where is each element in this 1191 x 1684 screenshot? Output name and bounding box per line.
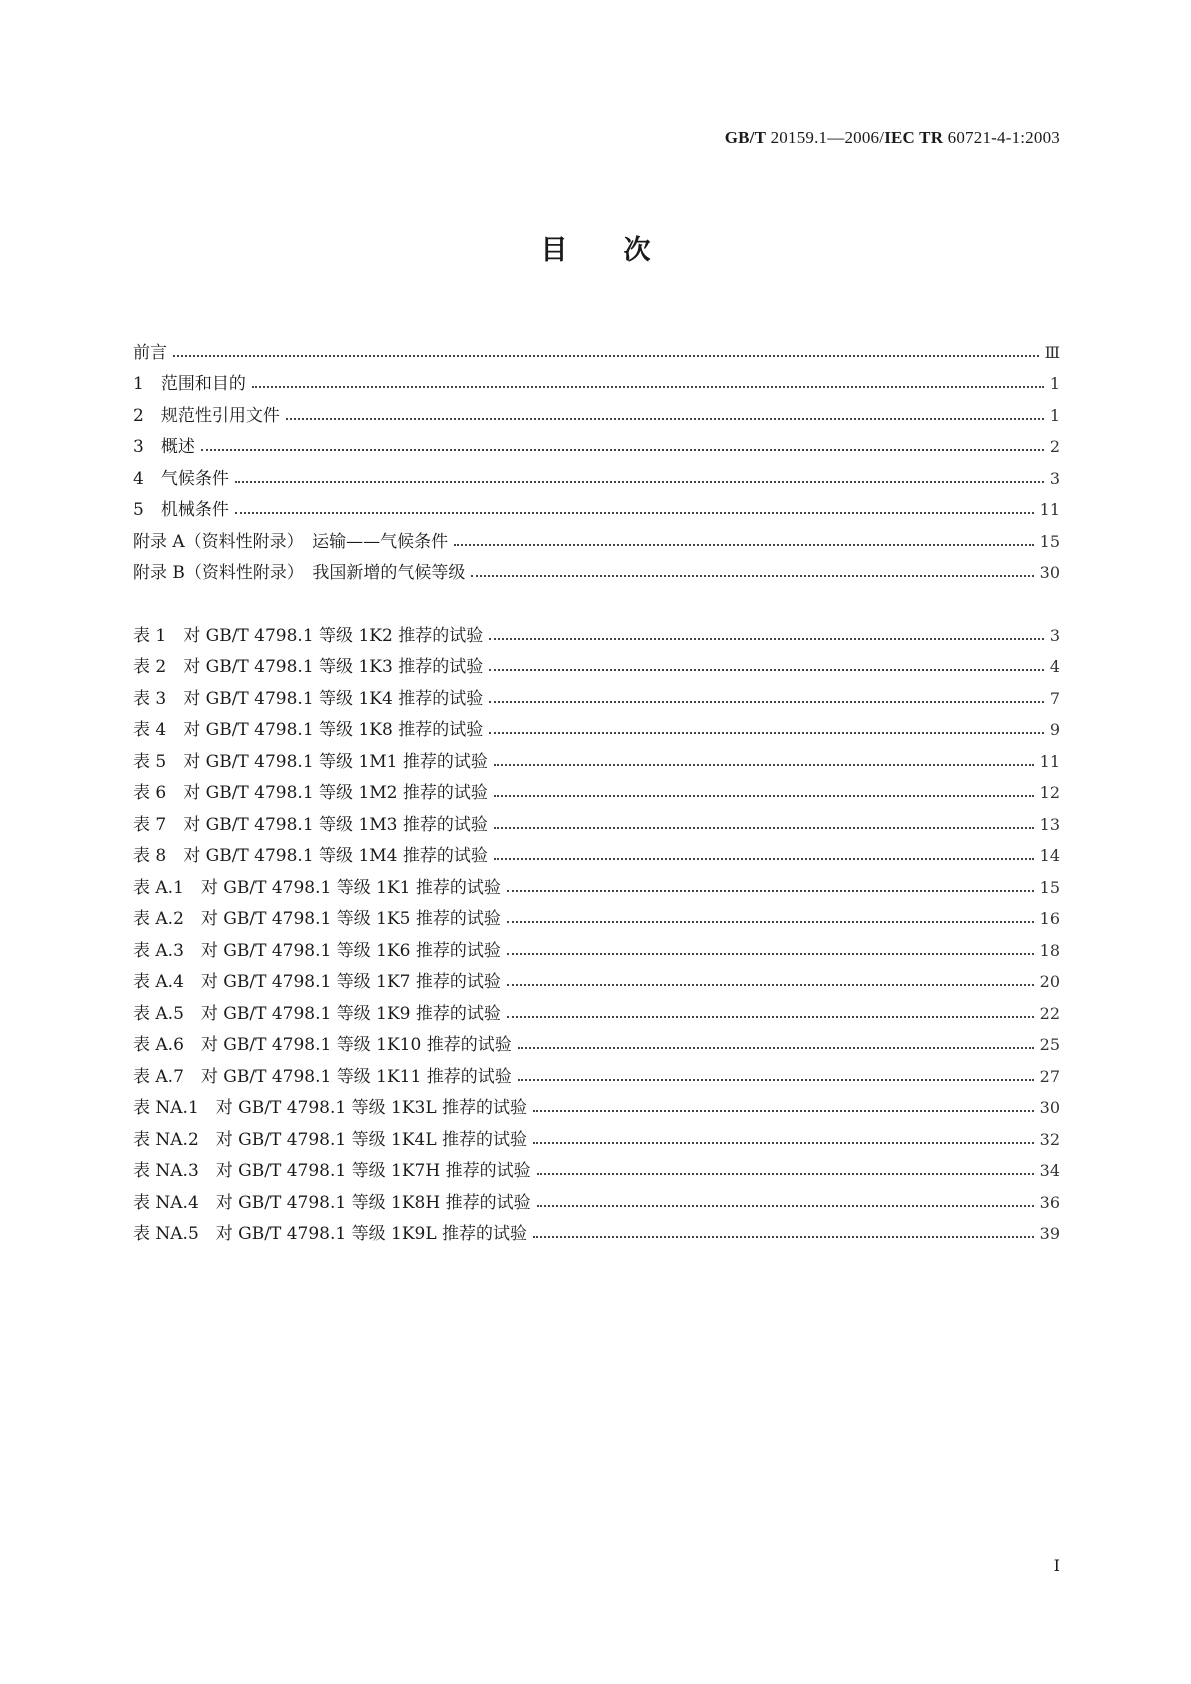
table-entry-label: 表 3 对 GB/T 4798.1 等级 1K4 推荐的试验 <box>133 688 484 709</box>
table-entry-page: 25 <box>1039 1035 1060 1054</box>
table-entry-label: 表 NA.5 对 GB/T 4798.1 等级 1K9L 推荐的试验 <box>133 1224 528 1244</box>
dot-leader <box>507 984 1034 986</box>
dot-leader <box>173 355 1039 357</box>
toc-entry-label: 4 气候条件 <box>133 468 229 489</box>
table-entry-label: 表 4 对 GB/T 4798.1 等级 1K8 推荐的试验 <box>133 720 484 740</box>
table-entry[interactable] <box>133 992 1060 1024</box>
table-entry[interactable] <box>133 1213 1060 1245</box>
table-entry-label: 表 A.7 对 GB/T 4798.1 等级 1K11 推荐的试验 <box>133 1066 512 1087</box>
toc-entry[interactable] <box>133 394 1060 426</box>
standard-iec-number: 60721-4-1:2003 <box>947 128 1060 147</box>
table-entry-label: 表 A.6 对 GB/T 4798.1 等级 1K10 推荐的试验 <box>133 1035 512 1055</box>
table-entry-label: 表 7 对 GB/T 4798.1 等级 1M3 推荐的试验 <box>133 814 488 835</box>
table-list <box>133 614 1060 1244</box>
table-entry[interactable] <box>133 1118 1060 1150</box>
table-entry-label: 表 NA.4 对 GB/T 4798.1 等级 1K8H 推荐的试验 <box>133 1192 531 1213</box>
table-entry-label: 表 NA.1 对 GB/T 4798.1 等级 1K3L 推荐的试验 <box>133 1098 528 1118</box>
table-entry[interactable] <box>133 929 1060 961</box>
table-entry[interactable] <box>133 866 1060 898</box>
table-entry-page: 11 <box>1039 751 1060 771</box>
toc-entry-label: 3 概述 <box>133 437 195 457</box>
dot-leader <box>471 575 1033 577</box>
toc-entry-label: 5 机械条件 <box>133 500 229 520</box>
dot-leader <box>494 827 1034 829</box>
toc-entry[interactable] <box>133 489 1060 521</box>
dot-leader <box>454 544 1033 546</box>
toc-entry-page: Ⅲ <box>1044 342 1060 362</box>
table-entry-label: 表 A.1 对 GB/T 4798.1 等级 1K1 推荐的试验 <box>133 877 501 898</box>
table-entry-page: 36 <box>1039 1192 1060 1212</box>
toc-entry-label: 2 规范性引用文件 <box>133 405 280 426</box>
dot-leader <box>201 449 1044 451</box>
table-entry[interactable] <box>133 835 1060 867</box>
toc-entry-page: 15 <box>1039 531 1060 551</box>
table-entry[interactable] <box>133 961 1060 993</box>
table-entry-page: 3 <box>1049 625 1060 645</box>
standard-iec-prefix: IEC TR <box>884 128 944 147</box>
dot-leader <box>235 512 1034 514</box>
page-title: 目次 <box>540 235 707 266</box>
toc-entry[interactable] <box>133 552 1060 584</box>
table-entry[interactable] <box>133 614 1060 646</box>
dot-leader <box>507 921 1034 923</box>
toc-list <box>133 331 1060 583</box>
toc-entry-page: 2 <box>1049 437 1060 456</box>
dot-leader <box>507 890 1034 892</box>
toc-entry-page: 3 <box>1049 468 1060 488</box>
table-entry-page: 18 <box>1039 940 1060 960</box>
toc-entry-label: 附录 B（资料性附录） 我国新增的气候等级 <box>133 563 466 583</box>
toc-entry-page: 30 <box>1039 563 1060 582</box>
table-entry-label: 表 A.5 对 GB/T 4798.1 等级 1K9 推荐的试验 <box>133 1003 501 1024</box>
dot-leader <box>286 418 1044 420</box>
dot-leader <box>494 764 1034 766</box>
table-entry-label: 表 NA.3 对 GB/T 4798.1 等级 1K7H 推荐的试验 <box>133 1161 531 1181</box>
standard-main-number: 20159.1—2006/ <box>770 128 885 147</box>
toc-entry-page: 1 <box>1049 374 1060 393</box>
table-entry[interactable] <box>133 1181 1060 1213</box>
table-entry-label: 表 A.4 对 GB/T 4798.1 等级 1K7 推荐的试验 <box>133 972 501 992</box>
toc-entry[interactable] <box>133 331 1060 363</box>
table-entry-page: 20 <box>1039 972 1060 991</box>
table-entry[interactable] <box>133 740 1060 772</box>
dot-leader <box>489 732 1044 734</box>
table-entry-label: 表 NA.2 对 GB/T 4798.1 等级 1K4L 推荐的试验 <box>133 1129 528 1150</box>
dot-leader <box>518 1079 1034 1081</box>
table-entry[interactable] <box>133 1150 1060 1182</box>
table-entry-label: 表 2 对 GB/T 4798.1 等级 1K3 推荐的试验 <box>133 657 484 677</box>
toc-entry[interactable] <box>133 363 1060 395</box>
standard-number <box>725 128 1060 148</box>
dot-leader <box>507 953 1034 955</box>
dot-leader <box>489 638 1044 640</box>
table-entry[interactable] <box>133 1087 1060 1119</box>
table-entry-page: 12 <box>1039 783 1060 802</box>
table-entry-label: 表 1 对 GB/T 4798.1 等级 1K2 推荐的试验 <box>133 625 484 646</box>
dot-leader <box>252 386 1044 388</box>
table-entry-page: 4 <box>1049 657 1060 676</box>
table-entry[interactable] <box>133 1024 1060 1056</box>
dot-leader <box>489 701 1044 703</box>
dot-leader <box>537 1173 1034 1175</box>
table-entry[interactable] <box>133 803 1060 835</box>
table-entry-page: 7 <box>1049 688 1060 708</box>
dot-leader <box>533 1110 1034 1112</box>
toc-entry[interactable] <box>133 457 1060 489</box>
table-entry[interactable] <box>133 677 1060 709</box>
toc-entry-label: 前言 <box>133 342 167 363</box>
table-entry-label: 表 A.3 对 GB/T 4798.1 等级 1K6 推荐的试验 <box>133 940 501 961</box>
table-entry[interactable] <box>133 709 1060 741</box>
table-entry-page: 16 <box>1039 909 1060 928</box>
dot-leader <box>533 1236 1034 1238</box>
dot-leader <box>235 481 1044 483</box>
table-entry[interactable] <box>133 1055 1060 1087</box>
table-entry-page: 15 <box>1039 877 1060 897</box>
table-entry-page: 13 <box>1039 814 1060 834</box>
table-entry-page: 34 <box>1039 1161 1060 1180</box>
table-entry-page: 14 <box>1039 846 1060 865</box>
dot-leader <box>507 1016 1034 1018</box>
dot-leader <box>537 1205 1034 1207</box>
dot-leader <box>494 858 1034 860</box>
dot-leader <box>489 669 1044 671</box>
toc-entry-label: 附录 A（资料性附录） 运输——气候条件 <box>133 531 449 552</box>
dot-leader <box>518 1047 1034 1049</box>
table-entry-page: 32 <box>1039 1129 1060 1149</box>
table-entry-page: 9 <box>1049 720 1060 739</box>
table-entry-page: 39 <box>1039 1224 1060 1243</box>
toc-entry-page: 1 <box>1049 405 1060 425</box>
table-entry[interactable] <box>133 772 1060 804</box>
table-entry-label: 表 8 对 GB/T 4798.1 等级 1M4 推荐的试验 <box>133 846 488 866</box>
table-entry-page: 22 <box>1039 1003 1060 1023</box>
toc-entry[interactable] <box>133 520 1060 552</box>
table-entry[interactable] <box>133 646 1060 678</box>
standard-prefix: GB/T <box>724 128 767 147</box>
table-entry-label: 表 6 对 GB/T 4798.1 等级 1M2 推荐的试验 <box>133 783 488 803</box>
toc-entry-page: 11 <box>1039 500 1060 519</box>
dot-leader <box>533 1142 1034 1144</box>
page-number: Ⅰ <box>1053 1558 1060 1575</box>
dot-leader <box>494 795 1034 797</box>
table-entry-page: 27 <box>1039 1066 1060 1086</box>
toc-entry[interactable] <box>133 426 1060 458</box>
table-entry-page: 30 <box>1039 1098 1060 1117</box>
table-entry[interactable] <box>133 898 1060 930</box>
toc-entry-label: 1 范围和目的 <box>133 374 246 394</box>
table-entry-label: 表 A.2 对 GB/T 4798.1 等级 1K5 推荐的试验 <box>133 909 501 929</box>
table-entry-label: 表 5 对 GB/T 4798.1 等级 1M1 推荐的试验 <box>133 751 488 772</box>
